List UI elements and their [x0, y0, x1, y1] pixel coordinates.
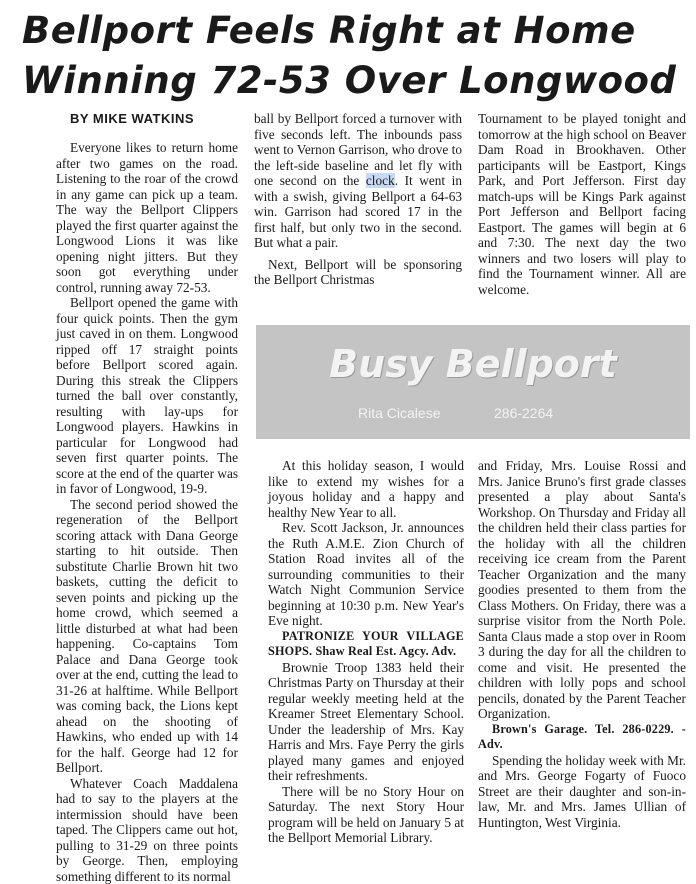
article-column-3	[478, 111, 686, 297]
article-text: . It went in with a swish, giving Bellport a 64-63 win. Garrison had scored 17 in the first half, but only two in the second. But what a pair.	[254, 173, 462, 250]
article-paragraph: Everyone likes to return home after two games on the road. Listening to the roar of the crowd in any game can pick up a team. The way the Bellport Clippers played the first quarter against the Longwood Lions it was like opening night jitters. But they soon got everything under control, running away 72-53.	[56, 140, 238, 295]
advertisement-line: Brown's Garage. Tel. 286-0229. - Adv.	[478, 722, 686, 753]
column-paragraph: Spending the holiday week with Mr. and Mrs. George Fogarty of Fuoco Street are their daughter and son-in-law, Mr. and Mrs. James Ullian of Huntington, West Virginia.	[478, 753, 686, 831]
article-paragraph: The second period showed the regeneration of the Bellport scoring attack with Dana George starting to hit outside. Then substitute Charlie Brown hit two baskets, cutting the deficit to seven points and picking up the home crowd, which seemed a little disturbed at what had been happening. Co-captains Tom Palace and Dana George took over at the end, cutting the lead to 31-26 at halftime. While Bellport was coming back, the Lions kept ahead on the shooting of Hawkins, who ended up with 14 for the half. George had 12 for Bellport.	[56, 497, 238, 776]
column-paragraph: and Friday, Mrs. Louise Rossi and Mrs. Janice Bruno's first grade classes presented a play about Santa's Workshop. On Thursday and Friday all the children held their class parties for the holiday with all the children receiving ice cream from the Parent Teacher Organization and the many goodies presented to them from the Class Mothers. On Friday, there was a surprise visitor from the North Pole. Santa Claus made a stop over in Room 3 during the day for all the children to come and visit. He presented the children with lolly pops and school pencils, donated by the Parent Teacher Organization.	[478, 458, 686, 722]
advertisement-line: PATRONIZE YOUR VILLAGE SHOPS. Shaw Real Est. Agcy. Adv.	[268, 629, 464, 660]
article-paragraph: Bellport opened the game with four quick points. Then the gym just caved in on them. Longwood ripped off 17 straight points before Bellport scored again. During this streak the Clippers turned the ball over constantly, resulting with lay-ups for Longwood players. Hawkins in particular for Longwood had seven first quarter points. The score at the end of the quarter was in favor of Longwood, 19-9.	[56, 295, 238, 497]
byline: BY MIKE WATKINS	[70, 111, 194, 126]
column-paragraph: There will be no Story Hour on Saturday. The next Story Hour program will be held on January 5 at the Bellport Memorial Library.	[268, 784, 464, 846]
column-phone: 286-2264	[494, 405, 553, 421]
column-author: Rita Cicalese	[358, 405, 440, 421]
article-paragraph: Whatever Coach Maddalena had to say to the players at the intermission should have been taped. The Clippers came out hot, pulling to 31-29 on three points by George. Then, employing something different to its normal	[56, 776, 238, 884]
column-paragraph: At this holiday season, I would like to extend my wishes for a joyous holiday and a happy and healthy New Year to all.	[268, 458, 464, 520]
article-paragraph: Next, Bellport will be sponsoring the Bellport Christmas	[254, 257, 462, 288]
article-paragraph	[254, 111, 462, 251]
selected-word-highlight[interactable]: clock	[366, 173, 395, 188]
article-text: ball by Bellport forced a turnover with five seconds left. The inbounds pass went to Vernon Garrison, who drove to the left-side baseline and let fly with one second on the	[254, 111, 462, 188]
article-column-2	[254, 111, 462, 288]
column-paragraph: Rev. Scott Jackson, Jr. announces the Ruth A.M.E. Zion Church of Station Road invites all of the surrounding communities to their Watch Night Communion Service beginning at 10:30 p.m. New Year's Eve night.	[268, 520, 464, 629]
column-banner	[256, 325, 690, 439]
column-body-1	[268, 458, 464, 846]
headline-line-2: Winning 72-53 Over Longwood	[22, 62, 694, 99]
column-paragraph: Brownie Troop 1383 held their Christmas Party on Thursday at their regular weekly meeting held at the Kreamer Street Elementary School. Under the leadership of Mrs. Kay Harris and Mrs. Faye Perry the girls played many games and enjoyed their refreshments.	[268, 660, 464, 784]
article-column-1	[56, 140, 238, 884]
column-banner-title: Busy Bellport	[256, 342, 690, 386]
headline-line-1: Bellport Feels Right at Home	[22, 12, 694, 49]
column-body-2	[478, 458, 686, 830]
article-paragraph: Tournament to be played tonight and tomorrow at the high school on Beaver Dam Road in Brookhaven. Other participants will be Eastport, Kings Park, and Port Jefferson. First day match-ups will be Kings Park against Port Jefferson and Bellport facing Eastport. The games will begin at 6 and 7:30. The next day the two winners and two losers will play to find the Tournament winner. All are welcome.	[478, 111, 686, 297]
